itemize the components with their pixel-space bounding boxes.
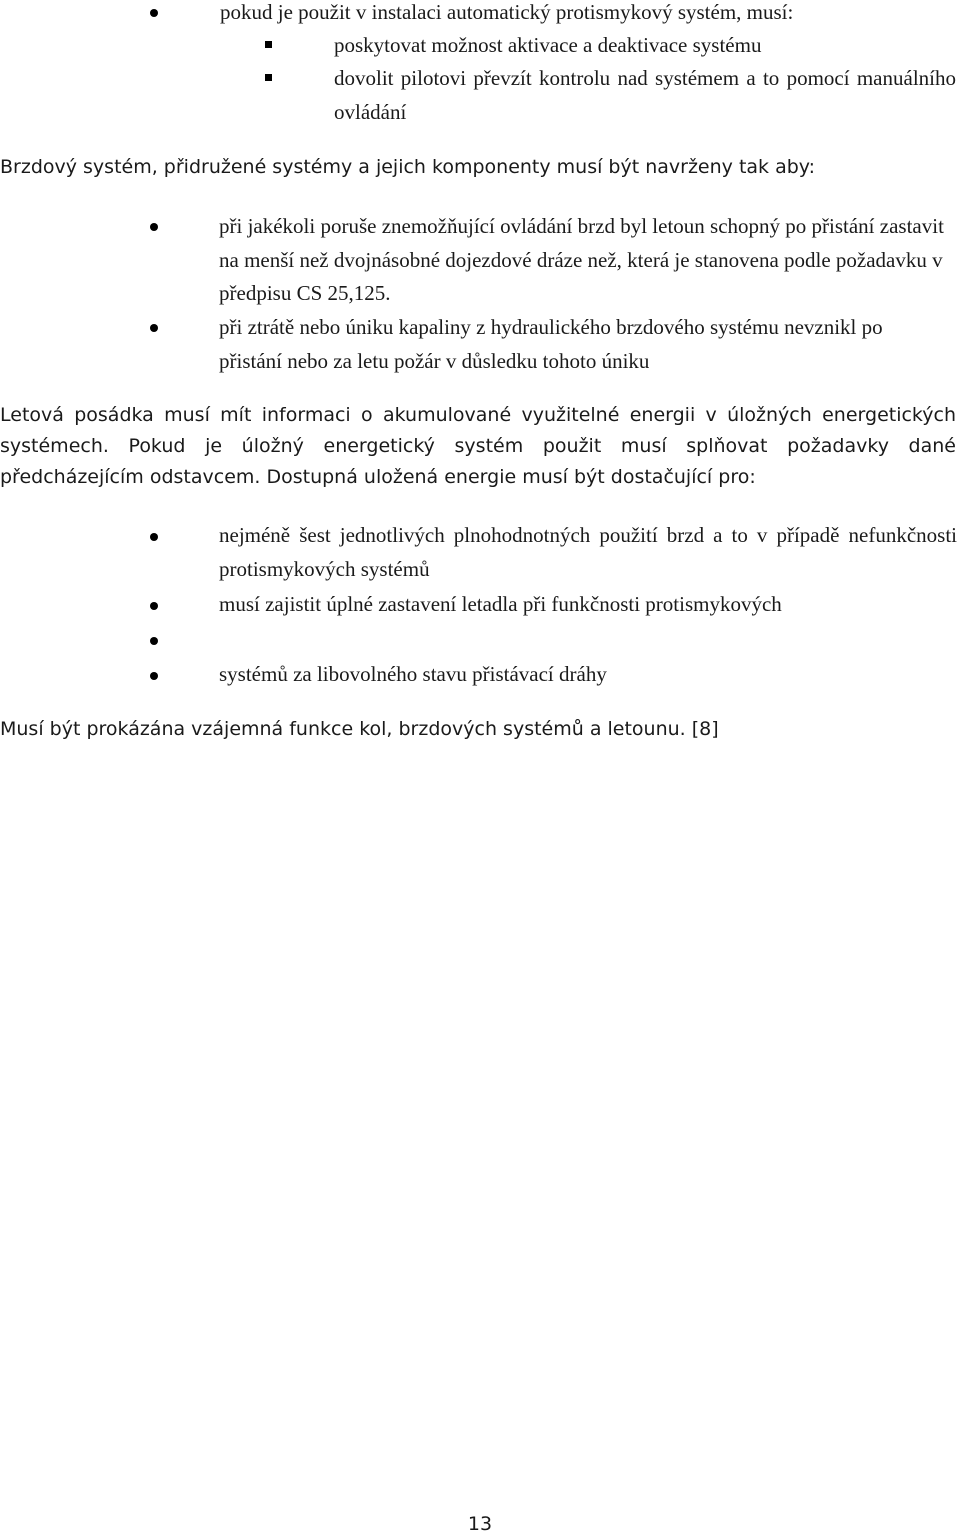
brake-bullet-1: při jakékoli poruše znemožňující ovládání brzd byl letoun schopný po přistání zastavit na menší než dvojnásobné dojezdové dráze než, která je stanovena podle požadavku v předpisu CS 25,125. bbox=[219, 214, 944, 305]
square-bullet-icon bbox=[265, 74, 272, 81]
bullet-icon bbox=[150, 223, 158, 231]
energy-bullet-1: nejméně šest jednotlivých plnohodnotných použití brzd a to v případě nefunkčnosti protismykových systémů bbox=[219, 523, 957, 581]
page-number: 13 bbox=[467, 1513, 493, 1535]
energy-bullet-3 bbox=[219, 623, 957, 656]
bullet-icon bbox=[150, 9, 158, 17]
bullet-icon bbox=[150, 672, 158, 680]
crew-paragraph: Letová posádka musí mít informaci o akumulované využitelné energii v úložných energetických systémech. Pokud je úložný energetický systém použit musí splňovat požadavky dané předcházejícím odstavcem. Dostupná uložená energie musí být dostačující pro: bbox=[0, 404, 956, 488]
bullet-icon bbox=[150, 324, 158, 332]
top-bullet-text: pokud je použit v instalaci automatický protismykový systém, musí: bbox=[220, 0, 794, 24]
conclusion: Musí být prokázána vzájemná funkce kol, brzdových systémů a letounu. [8] bbox=[0, 718, 719, 740]
bullet-icon bbox=[150, 533, 158, 541]
top-subitem-1: poskytovat možnost aktivace a deaktivace systému bbox=[334, 33, 762, 57]
top-subitem-2: dovolit pilotovi převzít kontrolu nad systémem a to pomocí manuálního ovládání bbox=[334, 66, 956, 124]
brake-intro: Brzdový systém, přidružené systémy a jejich komponenty musí být navrženy tak aby: bbox=[0, 156, 816, 178]
bullet-icon bbox=[150, 602, 158, 610]
brake-bullet-2: při ztrátě nebo úniku kapaliny z hydraulického brzdového systému nevznikl po přistání nebo za letu požár v důsledku tohoto úniku bbox=[219, 315, 883, 373]
square-bullet-icon bbox=[265, 41, 272, 48]
energy-bullet-4: systémů za libovolného stavu přistávací dráhy bbox=[219, 662, 607, 686]
bullet-icon bbox=[150, 637, 158, 645]
energy-bullet-2: musí zajistit úplné zastavení letadla při funkčnosti protismykových bbox=[219, 592, 782, 616]
